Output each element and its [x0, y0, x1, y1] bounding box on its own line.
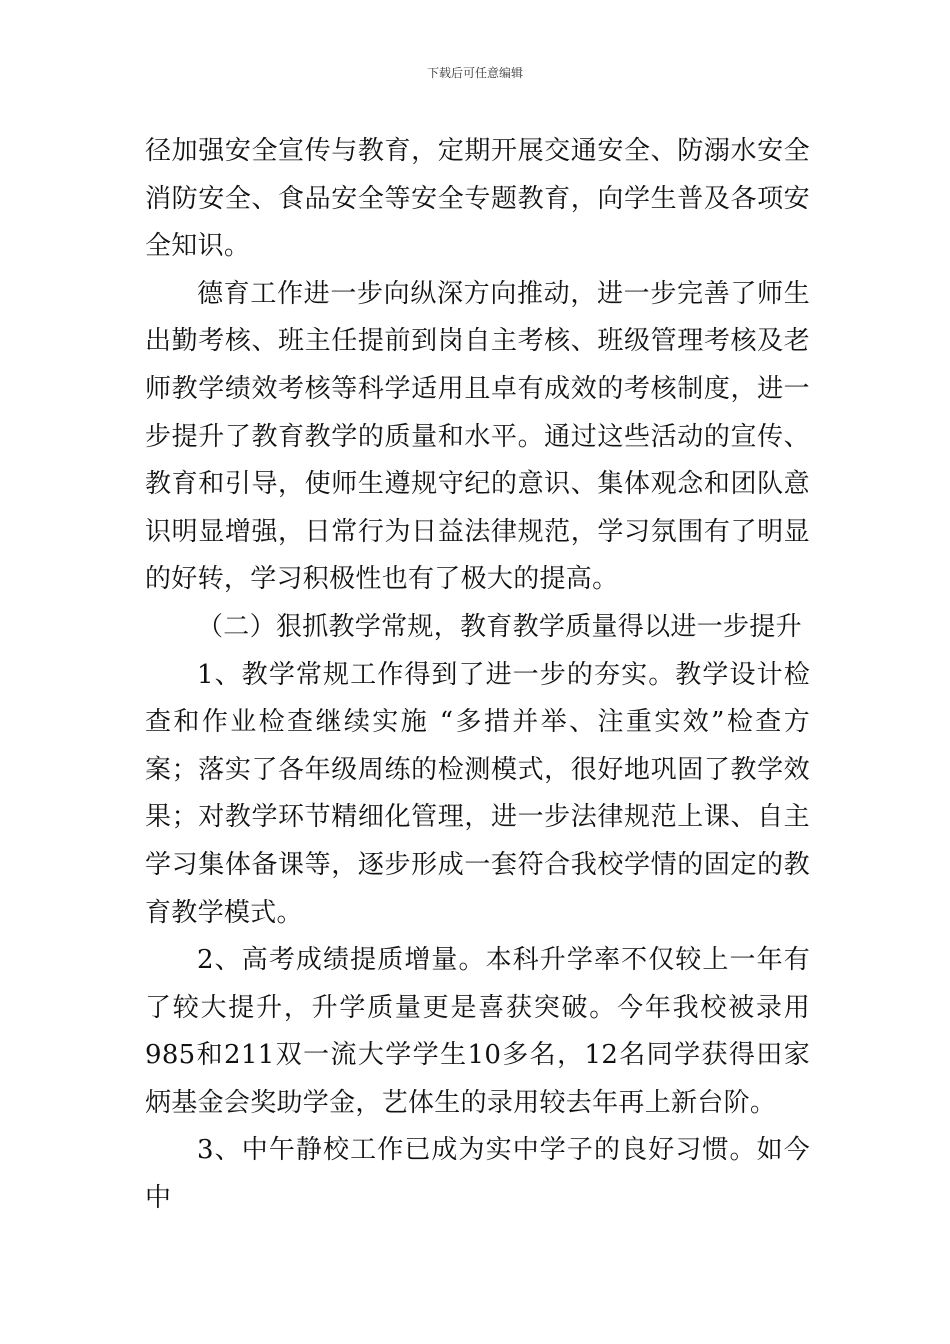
- paragraph-safety-education: 径加强安全宣传与教育，定期开展交通安全、防溺水安全消防安全、食品安全等安全专题教育，向学生普及各项安全知识。: [145, 136, 810, 262]
- paragraph-exam-results: 2、高考成绩提质增量。本科升学率不仅较上一年有了较大提升，升学质量更是喜获突破。今年我校被录用985和211双一流大学学生10多名，12名同学获得田家炳基金会奖助学金，艺体生的录用较去年再上新台阶。: [145, 945, 810, 1118]
- paragraph-teaching-routine: 1、教学常规工作得到了进一步的夯实。教学设计检查和作业检查继续实施 “多措并举、注重实效”检查方案；落实了各年级周练的检测模式，很好地巩固了教学效果；对教学环节精细化管理，进一步法律规范上课、自主学习集体备课等，逐步形成一套符合我校学情的固定的教育教学模式。: [145, 659, 810, 928]
- document-body: [145, 128, 810, 1223]
- section-heading-teaching-routine: （二）狠抓教学常规，教育教学质量得以进一步提升: [197, 611, 802, 642]
- page-header: 下载后可任意编辑: [426, 66, 523, 80]
- paragraph-noon-quiet: 3、中午静校工作已成为实中学子的良好习惯。如今中: [145, 1135, 810, 1214]
- paragraph-moral-education: 德育工作进一步向纵深方向推动，进一步完善了师生出勤考核、班主任提前到岗自主考核、班级管理考核及老师教学绩效考核等科学适用且卓有成效的考核制度，进一步提升了教育教学的质量和水平。通过这些活动的宣传、教育和引导，使师生遵规守纪的意识、集体观念和团队意识明显增强，日常行为日益法律规范，学习氛围有了明显的好转，学习积极性也有了极大的提高。: [145, 278, 810, 595]
